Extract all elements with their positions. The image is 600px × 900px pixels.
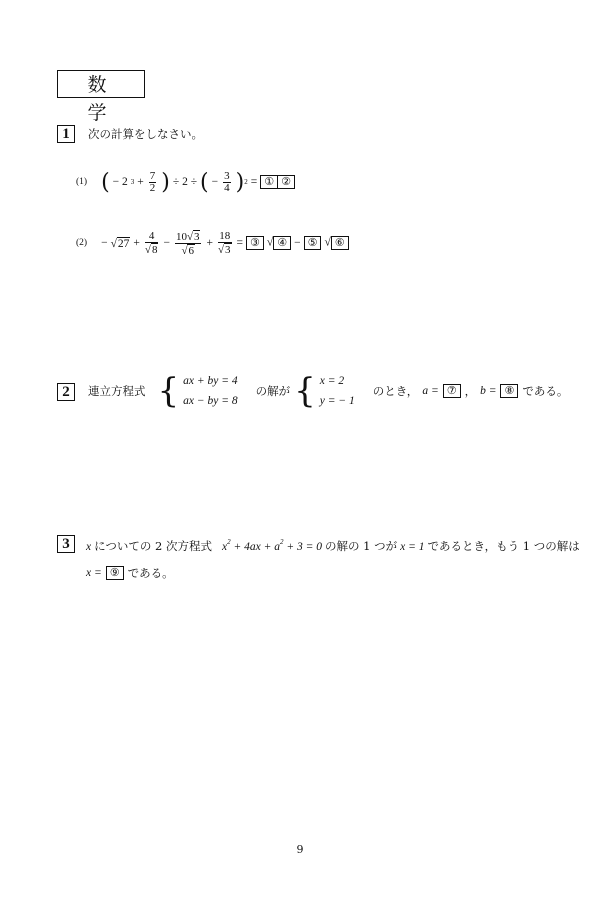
neg-two: − 2 bbox=[112, 176, 128, 188]
fraction-4-sqrt8: $\frac{4}{√8}$ bbox=[144, 229, 158, 256]
q1-part1-label: (1) bbox=[76, 177, 88, 187]
negative-sign: − bbox=[101, 237, 108, 249]
question-3-line-1 bbox=[86, 538, 580, 554]
fraction-18-sqrt3: $\frac{18}{√3}$ bbox=[217, 229, 231, 256]
equals: = bbox=[250, 176, 258, 188]
brace-left-2: { bbox=[294, 371, 316, 411]
right-paren: ) bbox=[161, 169, 170, 195]
b-equals: b = bbox=[480, 385, 497, 397]
q2-mid: の解が bbox=[255, 384, 291, 398]
system-equations bbox=[183, 371, 237, 411]
sqrt-box-6: √ ⑥ bbox=[324, 236, 348, 250]
answer-boxes-1-2 bbox=[260, 175, 295, 189]
q3-var-x: x bbox=[86, 541, 92, 553]
exponent-3: 3 bbox=[130, 178, 135, 186]
answer-box-4[interactable]: ④ bbox=[273, 236, 291, 250]
plus: + bbox=[133, 237, 140, 249]
question-2-number: 2 bbox=[57, 383, 75, 401]
page-number: 9 bbox=[296, 843, 304, 856]
subject-title: 数 学 bbox=[57, 70, 145, 98]
solution-x: x = 2 bbox=[319, 375, 345, 387]
solution-y: y = − 1 bbox=[319, 395, 355, 407]
fraction-10sqrt3-sqrt6: $\frac{10√3}{√6}$ bbox=[175, 230, 200, 257]
minus-2: − bbox=[294, 237, 301, 249]
solution-values bbox=[320, 371, 355, 411]
answer-box-9[interactable]: ⑨ bbox=[106, 566, 124, 580]
question-3-line-2 bbox=[86, 565, 174, 581]
sqrt-27: √27 bbox=[110, 237, 130, 250]
left-paren: ( bbox=[101, 169, 110, 195]
plus-2: + bbox=[206, 237, 213, 249]
minus: − bbox=[163, 237, 170, 249]
q3-x-equals-1: x = 1 bbox=[400, 541, 425, 553]
q3-text-b: の解の 1 つが bbox=[325, 539, 398, 553]
q1-part1 bbox=[76, 166, 295, 198]
fraction-7-2: $\frac{7}{2}$ bbox=[149, 169, 156, 194]
q3-x-equals: x = bbox=[86, 567, 102, 579]
equation-2: ax − by = 8 bbox=[183, 395, 238, 407]
a-equals: a = bbox=[422, 385, 439, 397]
fraction-3-4: $\frac{3}{4}$ bbox=[224, 169, 230, 194]
q3-equation: $x^2 + 4ax + a^2 + 3 = 0$ bbox=[222, 538, 323, 553]
q2-prefix: 連立方程式 bbox=[88, 384, 146, 398]
exponent-2: 2 bbox=[244, 178, 248, 186]
question-3-number: 3 bbox=[57, 535, 75, 553]
answer-box-8[interactable]: ⑧ bbox=[500, 384, 518, 398]
brace-left-1: { bbox=[157, 371, 180, 411]
negative-sign: − bbox=[211, 176, 219, 188]
left-paren-2: ( bbox=[200, 169, 209, 195]
equation-1: ax + by = 4 bbox=[183, 375, 238, 387]
q1-part2 bbox=[76, 226, 349, 260]
answer-box-3[interactable]: ③ bbox=[246, 236, 264, 250]
q3-text-a: についての 2 次方程式 bbox=[94, 539, 213, 553]
answer-box-6[interactable]: ⑥ bbox=[331, 236, 349, 250]
comma: ， bbox=[464, 384, 477, 398]
answer-box-2[interactable]: ② bbox=[278, 175, 295, 189]
q3-text-c: であるとき，もう 1 つの解は bbox=[427, 539, 580, 553]
answer-box-5[interactable]: ⑤ bbox=[304, 236, 322, 250]
answer-box-7[interactable]: ⑦ bbox=[443, 384, 461, 398]
q2-suffix2: である。 bbox=[522, 384, 569, 398]
question-1-instruction: 次の計算をしなさい。 bbox=[88, 127, 203, 141]
answer-box-1[interactable]: ① bbox=[260, 175, 278, 189]
question-2-body bbox=[88, 370, 568, 412]
q1-part2-label: (2) bbox=[76, 238, 88, 248]
right-paren-2: ) bbox=[235, 169, 245, 195]
sqrt-box-4: √ ④ bbox=[267, 236, 291, 250]
q3-line2-end: である。 bbox=[127, 566, 174, 580]
q2-suffix1: のとき， bbox=[372, 384, 419, 398]
plus: + bbox=[137, 176, 144, 188]
question-1-number: 1 bbox=[57, 125, 75, 143]
equals: = bbox=[236, 237, 244, 249]
divide-two: ÷ 2 ÷ bbox=[172, 176, 198, 188]
